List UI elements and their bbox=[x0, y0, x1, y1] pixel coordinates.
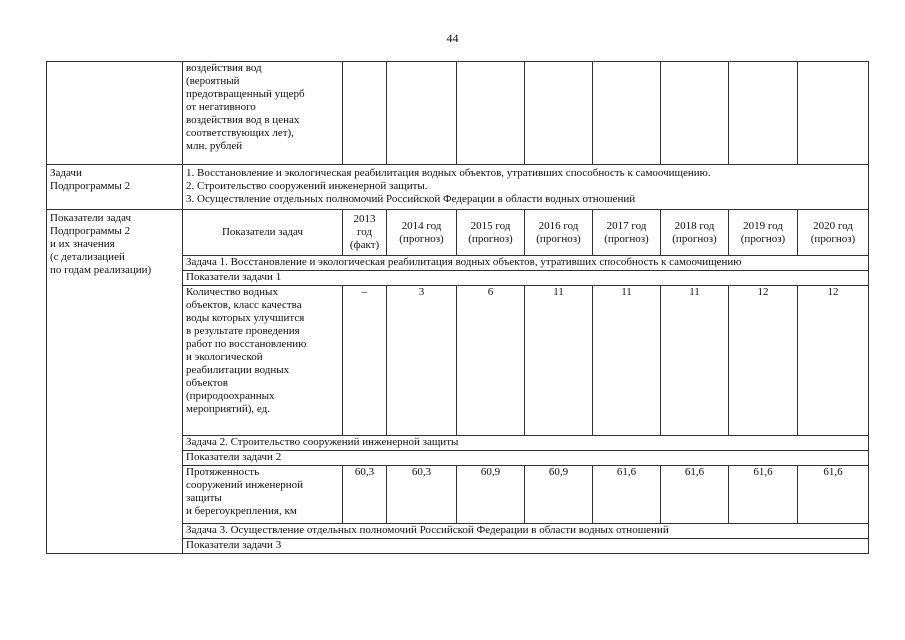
subprogram-table bbox=[46, 61, 869, 554]
value-2013: – bbox=[343, 286, 387, 436]
indicator-line: соответствующих лет), bbox=[186, 127, 294, 139]
task2-indicator: Протяженность сооружений инженерной защиты и берегоукрепления, км bbox=[183, 466, 343, 524]
empty-cell bbox=[47, 62, 183, 165]
indicators-label-line: и их значения bbox=[50, 238, 115, 250]
indicator-line: воздействия вод в ценах bbox=[186, 114, 300, 126]
task1-indicator: Количество водных объектов, класс качества воды которых улучшится в результате проведения работ по восстановлению и экологической реабилитации водных объектов (природоохранных мероприятий), ед. bbox=[183, 286, 343, 436]
indicator-line: от негативного bbox=[186, 101, 256, 113]
task-line: 3. Осуществление отдельных полномочий Российской Федерации в области водных отношений bbox=[186, 193, 636, 205]
tasks-label-line: Подпрограммы 2 bbox=[50, 180, 131, 192]
task1-title: Задача 1. Восстановление и экологическая реабилитация водных объектов, утративших способность к самоочищению bbox=[183, 256, 869, 271]
header-year-2014: 2014 год (прогноз) bbox=[387, 210, 457, 256]
value-2017: 61,6 bbox=[593, 466, 661, 524]
indicator-line: (вероятный bbox=[186, 75, 240, 87]
table-row bbox=[47, 62, 869, 165]
value-2019: 12 bbox=[729, 286, 798, 436]
value-2015: 60,9 bbox=[457, 466, 525, 524]
task-line: 2. Строительство сооружений инженерной защиты. bbox=[186, 180, 428, 192]
header-year-2017: 2017 год (прогноз) bbox=[593, 210, 661, 256]
table-row bbox=[47, 165, 869, 210]
value-2018: 61,6 bbox=[661, 466, 729, 524]
tasks-label-line: Задачи bbox=[50, 167, 82, 179]
tasks-label-cell bbox=[47, 165, 183, 210]
value-2017: 11 bbox=[593, 286, 661, 436]
header-year-2013: 2013 год (факт) bbox=[343, 210, 387, 256]
indicator-line: воздействия вод bbox=[186, 62, 262, 74]
value-2013: 60,3 bbox=[343, 466, 387, 524]
header-year-2020: 2020 год (прогноз) bbox=[798, 210, 869, 256]
indicators-label-line: Подпрограммы 2 bbox=[50, 225, 131, 237]
value-2014: 3 bbox=[387, 286, 457, 436]
header-year-2019: 2019 год (прогноз) bbox=[729, 210, 798, 256]
page-number: 44 bbox=[446, 31, 459, 45]
task1-indicators-label: Показатели задачи 1 bbox=[183, 271, 869, 286]
task3-title: Задача 3. Осуществление отдельных полномочий Российской Федерации в области водных отношений bbox=[183, 524, 869, 539]
indicator-line: млн. рублей bbox=[186, 140, 243, 152]
value-2020: 12 bbox=[798, 286, 869, 436]
tasks-cell bbox=[183, 165, 869, 210]
value-2020: 61,6 bbox=[798, 466, 869, 524]
task-line: 1. Восстановление и экологическая реабилитация водных объектов, утративших способность к самоочищению. bbox=[186, 167, 711, 179]
task2-indicators-label: Показатели задачи 2 bbox=[183, 451, 869, 466]
value-2016: 60,9 bbox=[525, 466, 593, 524]
header-year-2015: 2015 год (прогноз) bbox=[457, 210, 525, 256]
indicators-label-cell bbox=[47, 210, 183, 554]
value-2019: 61,6 bbox=[729, 466, 798, 524]
value-2015: 6 bbox=[457, 286, 525, 436]
task3-indicators-label: Показатели задачи 3 bbox=[183, 539, 869, 554]
indicator-cell bbox=[183, 62, 343, 165]
value-2014: 60,3 bbox=[387, 466, 457, 524]
indicators-label-line: (с детализацией bbox=[50, 251, 125, 263]
header-year-2018: 2018 год (прогноз) bbox=[661, 210, 729, 256]
task2-title: Задача 2. Строительство сооружений инженерной защиты bbox=[183, 436, 869, 451]
header-year-2016: 2016 год (прогноз) bbox=[525, 210, 593, 256]
indicators-label-line: по годам реализации) bbox=[50, 264, 152, 276]
indicator-line: предотвращенный ущерб bbox=[186, 88, 305, 100]
value-2018: 11 bbox=[661, 286, 729, 436]
indicators-label-line: Показатели задач bbox=[50, 212, 132, 224]
value-2016: 11 bbox=[525, 286, 593, 436]
table-header-row bbox=[47, 210, 869, 256]
header-indicator: Показатели задач bbox=[183, 210, 343, 256]
